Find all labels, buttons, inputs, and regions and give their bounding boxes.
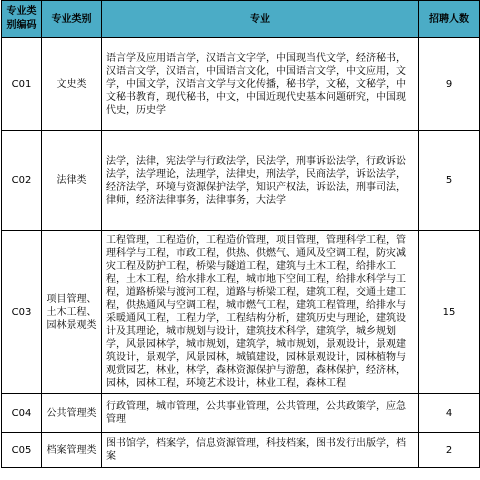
header-count: 招聘人数 [419,1,480,38]
table-row [2,231,480,394]
row-category: 公共管理类 [42,394,102,433]
row-majors: 行政管理，城市管理，公共事业管理，公共管理，公共政策学，应急管理 [102,394,419,433]
row-majors: 工程管理，工程造价，工程造价管理，项目管理，管理科学工程，管理科学与工程，市政工程，供热、供燃气、通风及空调工程，防灾减灾工程及防护工程，桥梁与隧道工程，建筑与土木工程，给排水工程，土木工程，给水排水工程，城市地下空间工程，给排水科学与工程，道路桥梁与渡河工程，道路与桥梁工程，建筑工程，交通土建工程，供热通风与空调工程，城市燃气工程，建筑工程管理，给排水与采暖通风工程，工程力学，工程结构分析，建筑历史与理论，建筑设计及其理论，城市规划与设计，建筑技术科学，建筑学，城乡规划学，风景园林学，城市规划，建筑学，城市规划，景观设计，景观建筑设计，景观学，风景园林，城镇建设，园林景观设计，园林植物与观赏园艺，林业，林学，森林资源保护与游憩，森林保护，经济林，园林，园林工程，环境艺术设计，林业工程，森林工程 [102,231,419,394]
row-majors: 语言学及应用语言学，汉语言文字学，中国现当代文学，经济秘书，汉语言文学，汉语言，中国语言文化，中国语言文学，中文应用，文学，中国文学，汉语言文学与文化传播，秘书学，文秘，文秘学，中文秘书教育，现代秘书，中文，中国近现代史基本问题研究，中国现代史，历史学 [102,38,419,131]
row-category: 项目管理、土木工程、园林景观类 [42,231,102,394]
row-code: C01 [2,38,42,131]
row-code: C04 [2,394,42,433]
table-row [2,433,480,468]
row-code: C03 [2,231,42,394]
table-row [2,394,480,433]
recruitment-table [1,0,480,468]
row-count: 5 [419,131,480,231]
row-category: 法律类 [42,131,102,231]
row-majors: 图书馆学，档案学，信息资源管理，科技档案，图书发行出版学，档案 [102,433,419,468]
header-row [2,1,480,38]
row-code: C05 [2,433,42,468]
row-count: 2 [419,433,480,468]
row-category: 档案管理类 [42,433,102,468]
row-code: C02 [2,131,42,231]
header-major: 专业 [102,1,419,38]
table-row [2,38,480,131]
header-category: 专业类别 [42,1,102,38]
table-row [2,131,480,231]
header-code: 专业类别编码 [2,1,42,38]
row-count: 9 [419,38,480,131]
row-majors: 法学，法律，宪法学与行政法学，民法学，刑事诉讼法学，行政诉讼法学，法学理论，法理学，法律史，刑法学，民商法学，诉讼法学，经济法学，环境与资源保护法学，知识产权法，诉讼法，刑事司法，律师，经济法律事务，法律事务，大法学 [102,131,419,231]
row-category: 文史类 [42,38,102,131]
row-count: 15 [419,231,480,394]
row-count: 4 [419,394,480,433]
